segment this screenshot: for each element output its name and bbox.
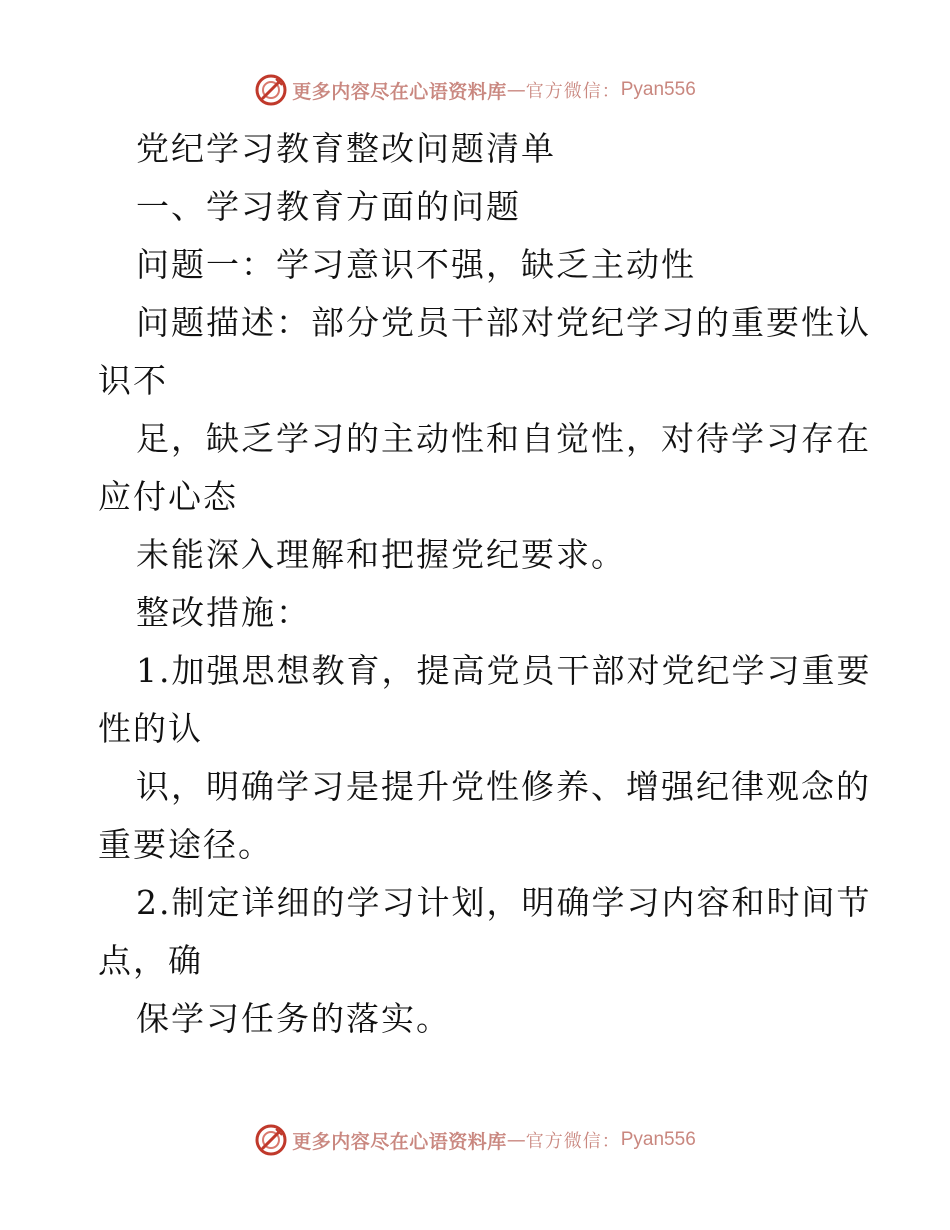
document-title: 党纪学习教育整改问题清单 bbox=[136, 129, 556, 168]
paragraph-line: 识不 bbox=[98, 361, 168, 400]
banner-main-text: 更多内容尽在心语资料库 bbox=[292, 80, 507, 103]
problem-heading: 问题一：学习意识不强，缺乏主动性 bbox=[136, 245, 696, 284]
banner-wechat-id: Pyan556 bbox=[620, 1129, 696, 1150]
paragraph-line: 点，确 bbox=[98, 941, 203, 980]
measures-heading: 整改措施： bbox=[136, 593, 311, 632]
section-heading: 一、学习教育方面的问题 bbox=[136, 187, 521, 226]
paragraph-line: 未能深入理解和把握党纪要求。 bbox=[136, 535, 626, 574]
logo-icon bbox=[254, 73, 288, 107]
paragraph-line: 1.加强思想教育，提高党员干部对党纪学习重要 bbox=[136, 651, 872, 690]
paragraph-line: 问题描述：部分党员干部对党纪学习的重要性认 bbox=[136, 303, 871, 342]
banner-wechat-id: Pyan556 bbox=[620, 79, 696, 100]
banner-sub-text: 官方微信： bbox=[525, 1131, 621, 1152]
paragraph-line: 性的认 bbox=[98, 709, 203, 748]
paragraph-line: 应付心态 bbox=[98, 477, 238, 516]
banner-main-text: 更多内容尽在心语资料库 bbox=[292, 1130, 507, 1153]
paragraph-line: 2.制定详细的学习计划，明确学习内容和时间节 bbox=[136, 883, 872, 922]
paragraph-line: 足，缺乏学习的主动性和自觉性，对待学习存在 bbox=[136, 419, 871, 458]
footer-watermark-banner bbox=[0, 1120, 950, 1160]
banner-separator: — bbox=[506, 79, 526, 101]
banner-separator: — bbox=[506, 1129, 526, 1151]
logo-icon bbox=[254, 1123, 288, 1157]
paragraph-line: 重要途径。 bbox=[98, 825, 273, 864]
header-watermark-banner bbox=[0, 70, 950, 110]
paragraph-line: 识，明确学习是提升党性修养、增强纪律观念的 bbox=[136, 767, 871, 806]
paragraph-line: 保学习任务的落实。 bbox=[136, 999, 451, 1038]
banner-sub-text: 官方微信： bbox=[525, 81, 621, 102]
document-body bbox=[98, 120, 872, 1048]
